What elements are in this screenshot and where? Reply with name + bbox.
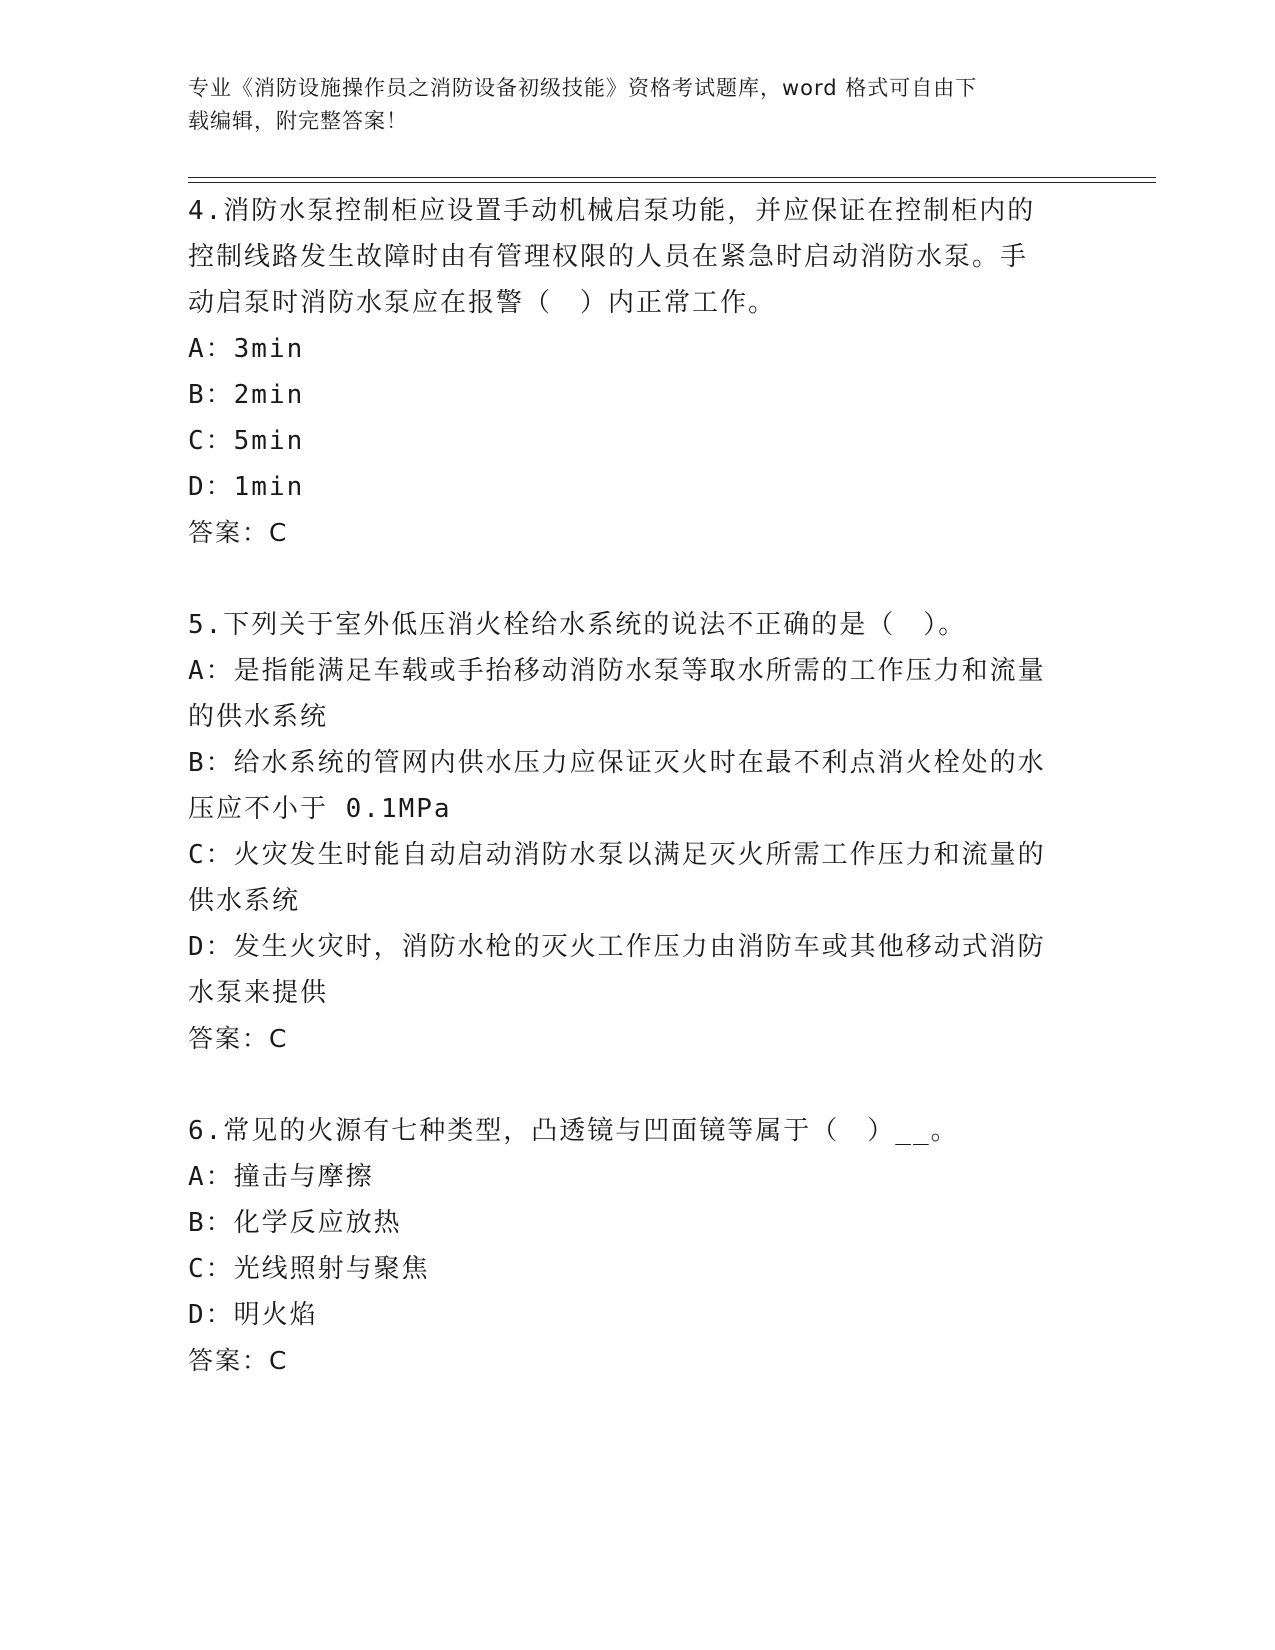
answer: 答案：C [188, 1024, 289, 1053]
option-b-continued: 压应不小于 0.1MPa [188, 794, 452, 824]
header-line-1: 专业《消防设施操作员之消防设备初级技能》资格考试题库，word 格式可自由下 [188, 76, 978, 100]
question-5 [188, 602, 1088, 1062]
option-c: C：火灾发生时能自动启动消防水泵以满足灭火所需工作压力和流量的 [188, 840, 1046, 870]
question-text-line: 4.消防水泵控制柜应设置手动机械启泵功能，并应保证在控制柜内的 [188, 196, 1036, 226]
option-a: A：是指能满足车载或手抬移动消防水泵等取水所需的工作压力和流量 [188, 656, 1046, 686]
option-a-continued: 的供水系统 [188, 702, 329, 732]
option-a: A：撞击与摩擦 [188, 1162, 374, 1192]
option-b: B：给水系统的管网内供水压力应保证灭火时在最不利点消火栓处的水 [188, 748, 1046, 778]
option-d: D：发生火灾时，消防水枪的灭火工作压力由消防车或其他移动式消防 [188, 932, 1046, 962]
option-d: D：明火焰 [188, 1300, 318, 1330]
document-header [188, 72, 1068, 138]
option-d: D：1min [188, 472, 305, 502]
question-text-line: 动启泵时消防水泵应在报警（ ）内正常工作。 [188, 288, 777, 318]
header-divider-top [188, 177, 1156, 178]
question-6 [188, 1108, 1088, 1384]
question-text-line: 6.常见的火源有七种类型，凸透镜与凹面镜等属于（ ）__。 [188, 1116, 959, 1146]
question-text-line: 5.下列关于室外低压消火栓给水系统的说法不正确的是（ ）。 [188, 610, 967, 640]
question-list [188, 188, 1088, 1384]
answer: 答案：C [188, 1346, 289, 1375]
option-c: C：光线照射与聚焦 [188, 1254, 430, 1284]
question-text-line: 控制线路发生故障时由有管理权限的人员在紧急时启动消防水泵。手 [188, 242, 1029, 272]
header-line-2: 载编辑，附完整答案！ [188, 109, 408, 133]
option-c: C：5min [188, 426, 305, 456]
option-c-continued: 供水系统 [188, 886, 301, 916]
option-a: A：3min [188, 334, 305, 364]
question-4 [188, 188, 1088, 556]
answer: 答案：C [188, 518, 289, 547]
option-b: B：化学反应放热 [188, 1208, 402, 1238]
header-divider-bottom [188, 182, 1156, 183]
option-d-continued: 水泵来提供 [188, 978, 329, 1008]
option-b: B：2min [188, 380, 305, 410]
